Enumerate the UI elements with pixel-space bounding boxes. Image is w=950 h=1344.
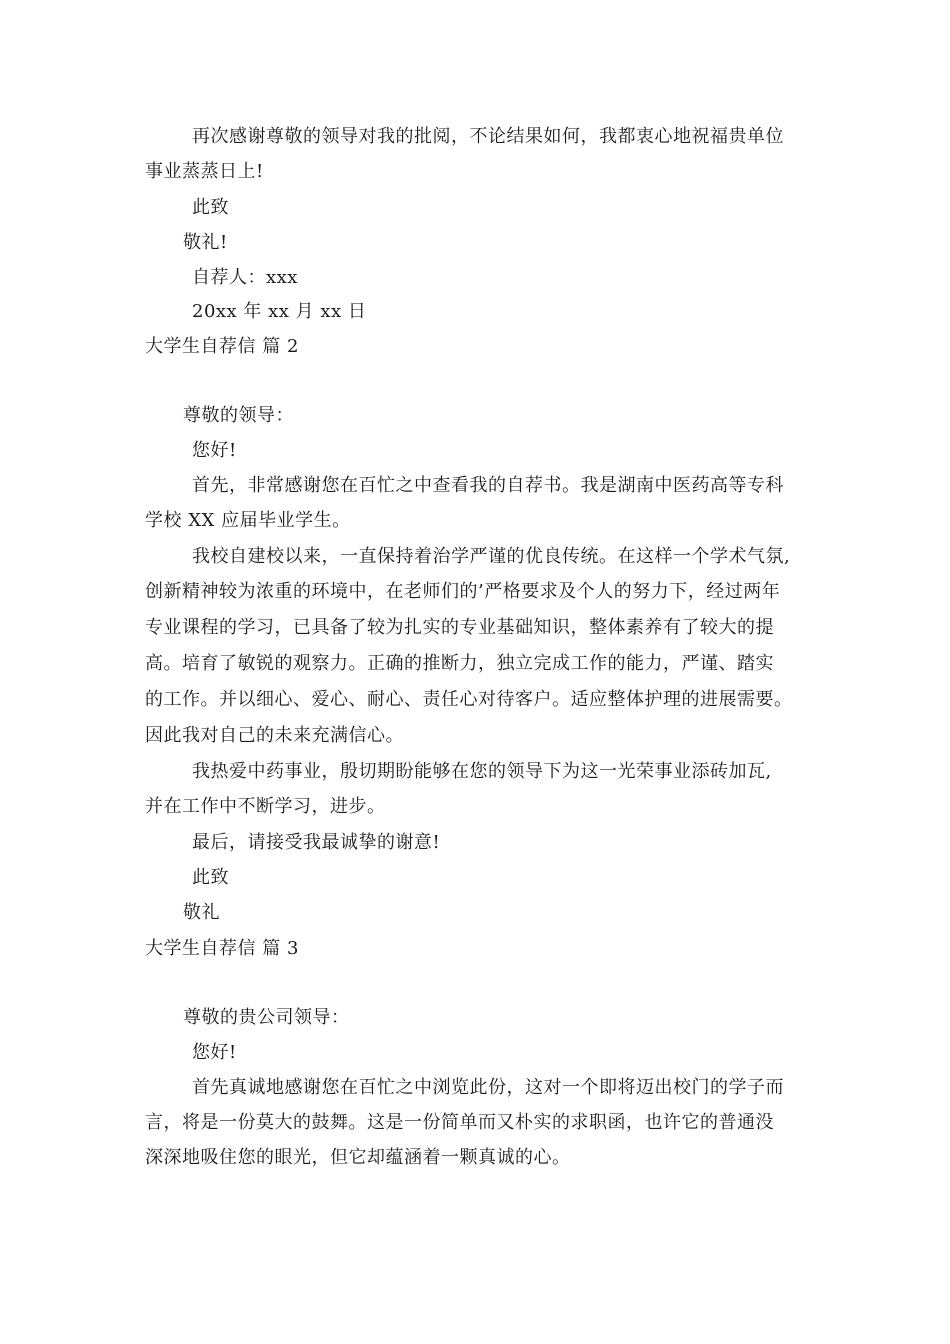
date-line: 20xx 年 xx 月 xx 日 — [192, 301, 367, 322]
letter3-p1-line3: 深深地吸住您的眼光，但它却蕴涵着一颗真诚的心。 — [145, 1147, 571, 1168]
letter2-p2-line3: 专业课程的学习，已具备了较为扎实的专业基础知识，整体素养有了较大的提 — [145, 617, 774, 638]
closing-cizhi-2: 此致 — [192, 867, 229, 888]
letter3-p1-line1: 首先真诚地感谢您在百忙之中浏览此份，这对一个即将迈出校门的学子而 — [192, 1077, 784, 1098]
letter2-p3-line1: 我热爱中药事业，殷切期盼能够在您的领导下为这一光荣事业添砖加瓦, — [192, 761, 772, 782]
letter2-salutation: 尊敬的领导： — [183, 405, 294, 426]
letter3-p1-line2: 言，将是一份莫大的鼓舞。这是一份简单而又朴实的求职函，也许它的普通没 — [145, 1112, 774, 1133]
signer-line: 自荐人：xxx — [192, 267, 298, 288]
letter2-p1-line2: 学校 XX 应届毕业学生。 — [145, 510, 351, 531]
thanks-line-1: 再次感谢尊敬的领导对我的批阅，不论结果如何，我都衷心地祝福贵单位 — [192, 126, 784, 147]
letter3-greeting: 您好! — [192, 1042, 237, 1063]
letter2-p3-line2: 并在工作中不断学习，进步。 — [145, 796, 386, 817]
letter3-heading: 大学生自荐信 篇 3 — [145, 938, 299, 959]
letter3-salutation: 尊敬的贵公司领导： — [183, 1007, 350, 1028]
closing-jingli-2: 敬礼 — [183, 902, 220, 923]
letter2-p2-line6: 因此我对自己的未来充满信心。 — [145, 725, 404, 746]
letter2-p4: 最后，请接受我最诚挚的谢意! — [192, 832, 441, 853]
letter2-p2-line2: 创新精神较为浓重的环境中，在老师们的’严格要求及个人的努力下，经过两年 — [145, 581, 781, 602]
letter2-heading: 大学生自荐信 篇 2 — [145, 336, 299, 357]
letter2-p1-line1: 首先，非常感谢您在百忙之中查看我的自荐书。我是湖南中医药高等专科 — [192, 475, 784, 496]
thanks-line-2: 事业蒸蒸日上! — [145, 161, 264, 182]
letter2-greeting: 您好! — [192, 440, 237, 461]
letter2-p2-line1: 我校自建校以来，一直保持着治学严谨的优良传统。在这样一个学术气氛, — [192, 546, 791, 567]
letter2-p2-line5: 的工作。并以细心、爱心、耐心、责任心对待客户。适应整体护理的进展需要。 — [145, 689, 793, 710]
closing-cizhi-1: 此致 — [192, 197, 229, 218]
letter2-p2-line4: 高。培育了敏锐的观察力。正确的推断力，独立完成工作的能力，严谨、踏实 — [145, 653, 774, 674]
closing-jingli-1: 敬礼! — [183, 232, 228, 253]
